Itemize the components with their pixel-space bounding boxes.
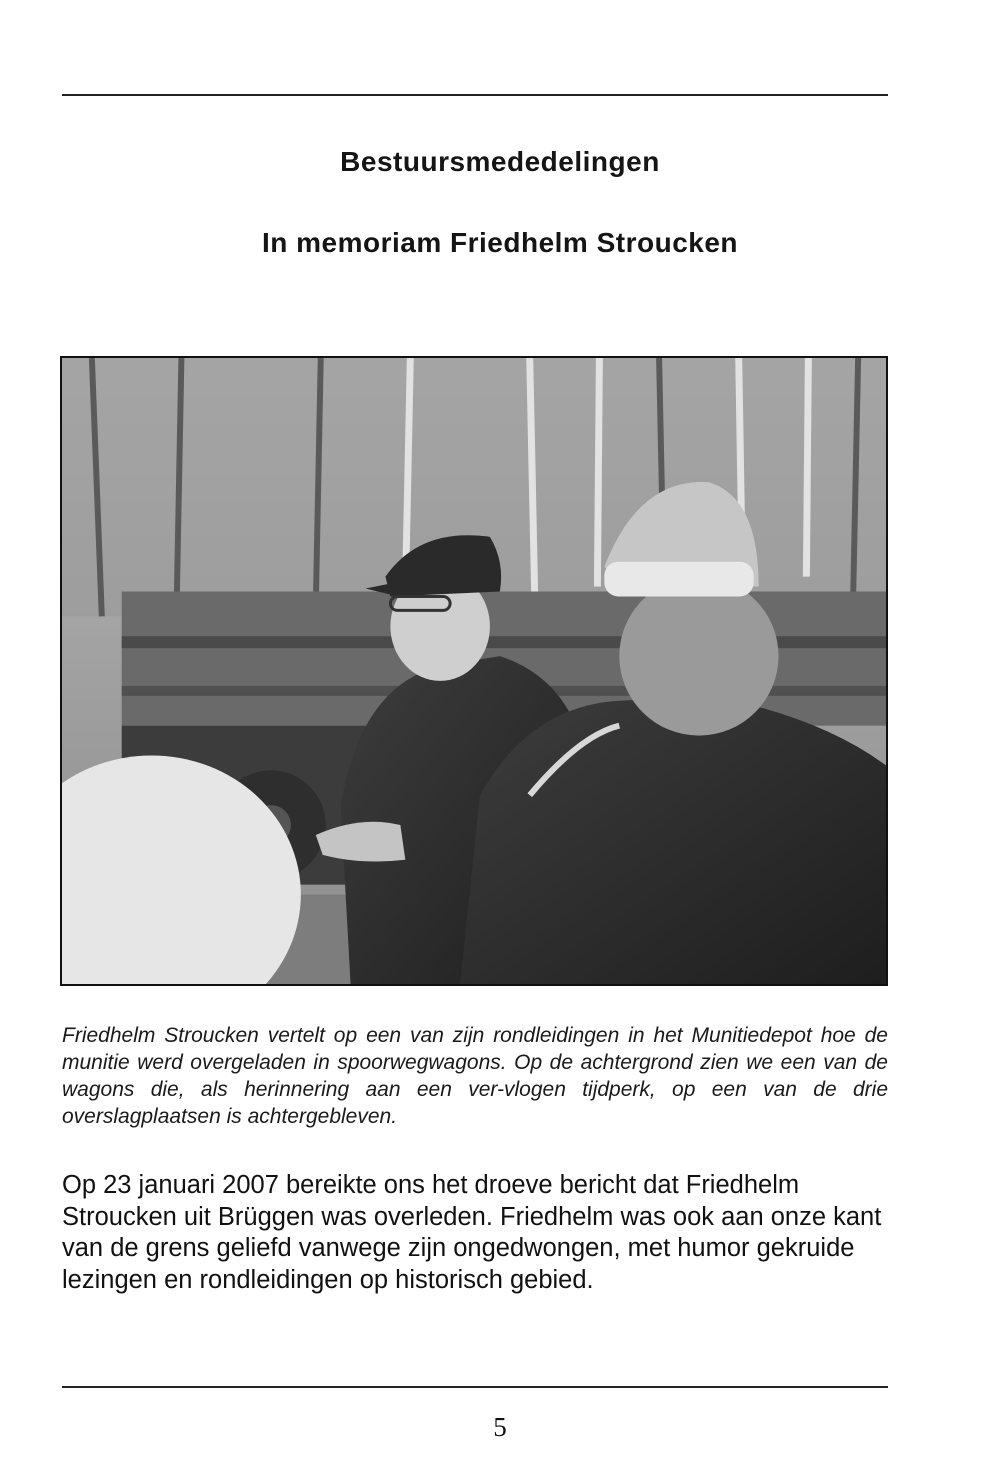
bottom-divider (62, 1386, 888, 1388)
top-divider (62, 94, 888, 96)
article-title: In memoriam Friedhelm Stroucken (261, 227, 739, 258)
section-title: Bestuursmededelingen (340, 146, 660, 177)
memorial-photo (60, 356, 888, 986)
page-number: 5 (493, 1412, 507, 1442)
body-paragraph: Op 23 januari 2007 bereikte ons het droeve bericht dat Friedhelm Stroucken uit Brüggen was overleden. Friedhelm was ook aan onze kant van de grens geliefd vanwege zijn ongedwongen, met humor gekruide lezingen en rondleidingen op historisch gebied. (62, 1171, 882, 1294)
photo-caption: Friedhelm Stroucken vertelt op een van zijn rondleidingen in het Munitiedepot hoe de munitie werd overgeladen in spoorwegwagons. Op de achtergrond zien we een van de wagons die, als herinnering aan een ver-vlogen tijdperk, op een van de drie overslagplaatsen is achtergebleven. (62, 1024, 888, 1128)
photo-illustration (62, 358, 886, 984)
